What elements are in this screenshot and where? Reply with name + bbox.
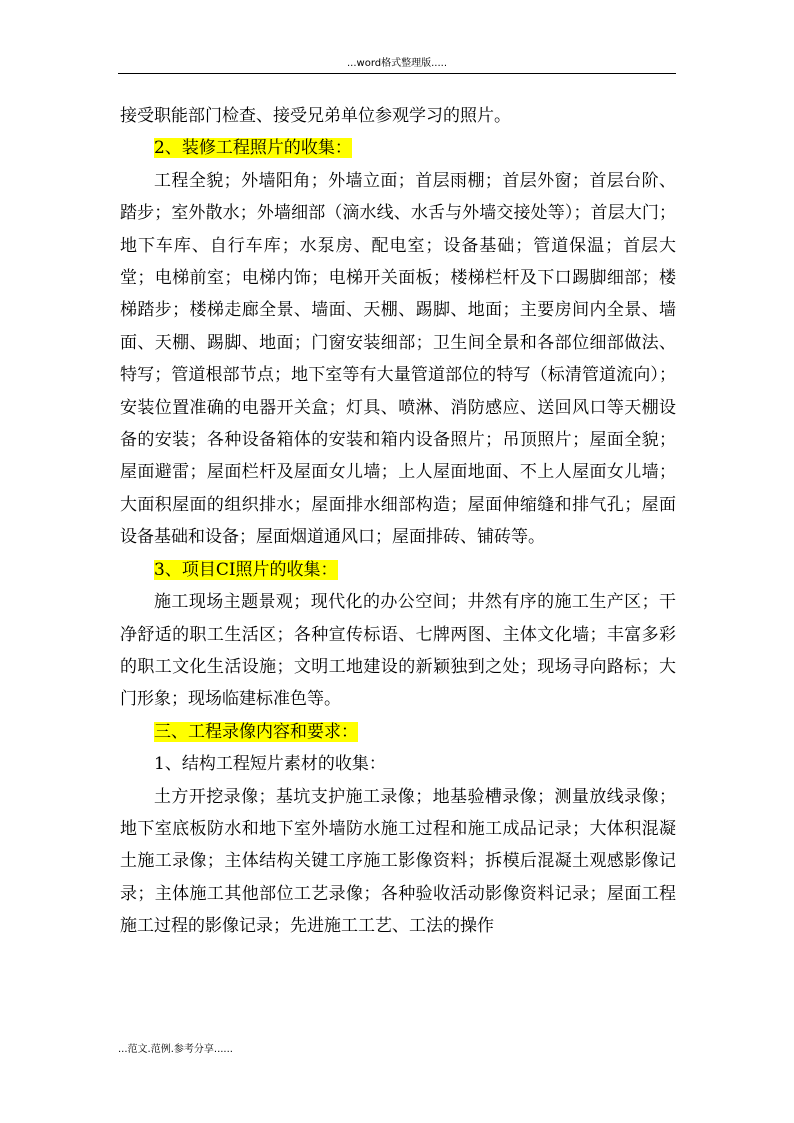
heading-decoration-photos (120, 132, 676, 164)
highlighted-heading: 三、工程录像内容和要求： (154, 721, 358, 742)
page-footer: ...范文.范例.参考分享...... (118, 1044, 233, 1055)
paragraph-structure-video: 土方开挖录像；基坑支护施工录像；地基验槽录像；测量放线录像；地下室底板防水和地下室外墙防水施工过程和施工成品记录；大体积混凝土施工录像；主体结构关键工序施工影像资料；拆模后混凝土观感影像记录；主体施工其他部位工艺录像；各种验收活动影像资料记录；屋面工程施工过程的影像记录；先进施工工艺、工法的操作 (120, 786, 676, 937)
header-divider (118, 73, 676, 74)
page-header: ...word格式整理版..... (346, 58, 447, 69)
paragraph-decoration-photos: 工程全貌；外墙阳角；外墙立面；首层雨棚；首层外窗；首层台阶、踏步；室外散水；外墙细部（滴水线、水舌与外墙交接处等）；首层大门；地下车库、自行车库；水泵房、配电室；设备基础；管道保温；首层大堂；电梯前室；电梯内饰；电梯开关面板；楼梯栏杆及下口踢脚细部；楼梯踏步；楼梯走廊全景、墙面、天棚、踢脚、地面；主要房间内全景、墙面、天棚、踢脚、地面；门窗安装细部；卫生间全景和各部位细部做法、特写；管道根部节点；地下室等有大量管道部位的特写（标清管道流向）；安装位置准确的电器开关盒；灯具、喷淋、消防感应、送回风口等天棚设备的安装；各种设备箱体的安装和箱内设备照片；吊顶照片；屋面全貌；屋面避雷；屋面栏杆及屋面女儿墙；上人屋面地面、不上人屋面女儿墙；大面积屋面的组织排水；屋面排水细部构造；屋面伸缩缝和排气孔；屋面设备基础和设备；屋面烟道通风口；屋面排砖、铺砖等。 (120, 170, 676, 548)
heading-video-requirements (120, 716, 676, 748)
highlighted-heading: 3、项目CI照片的收集： (154, 559, 338, 580)
document-body (120, 100, 676, 943)
heading-ci-photos (120, 554, 676, 586)
subheading-structure-video: 1、结构工程短片素材的收集： (154, 754, 386, 775)
highlighted-heading: 2、装修工程照片的收集： (154, 138, 352, 159)
paragraph-ci-photos: 施工现场主题景观；现代化的办公空间；井然有序的施工生产区；干净舒适的职工生活区；各种宣传标语、七牌两图、主体文化墙；丰富多彩的职工文化生活设施；文明工地建设的新颖独到之处；现场寻向路标；大门形象；现场临建标准色等。 (120, 592, 676, 710)
paragraph-continuation: 接受职能部门检查、接受兄弟单位参观学习的照片。 (120, 106, 511, 126)
